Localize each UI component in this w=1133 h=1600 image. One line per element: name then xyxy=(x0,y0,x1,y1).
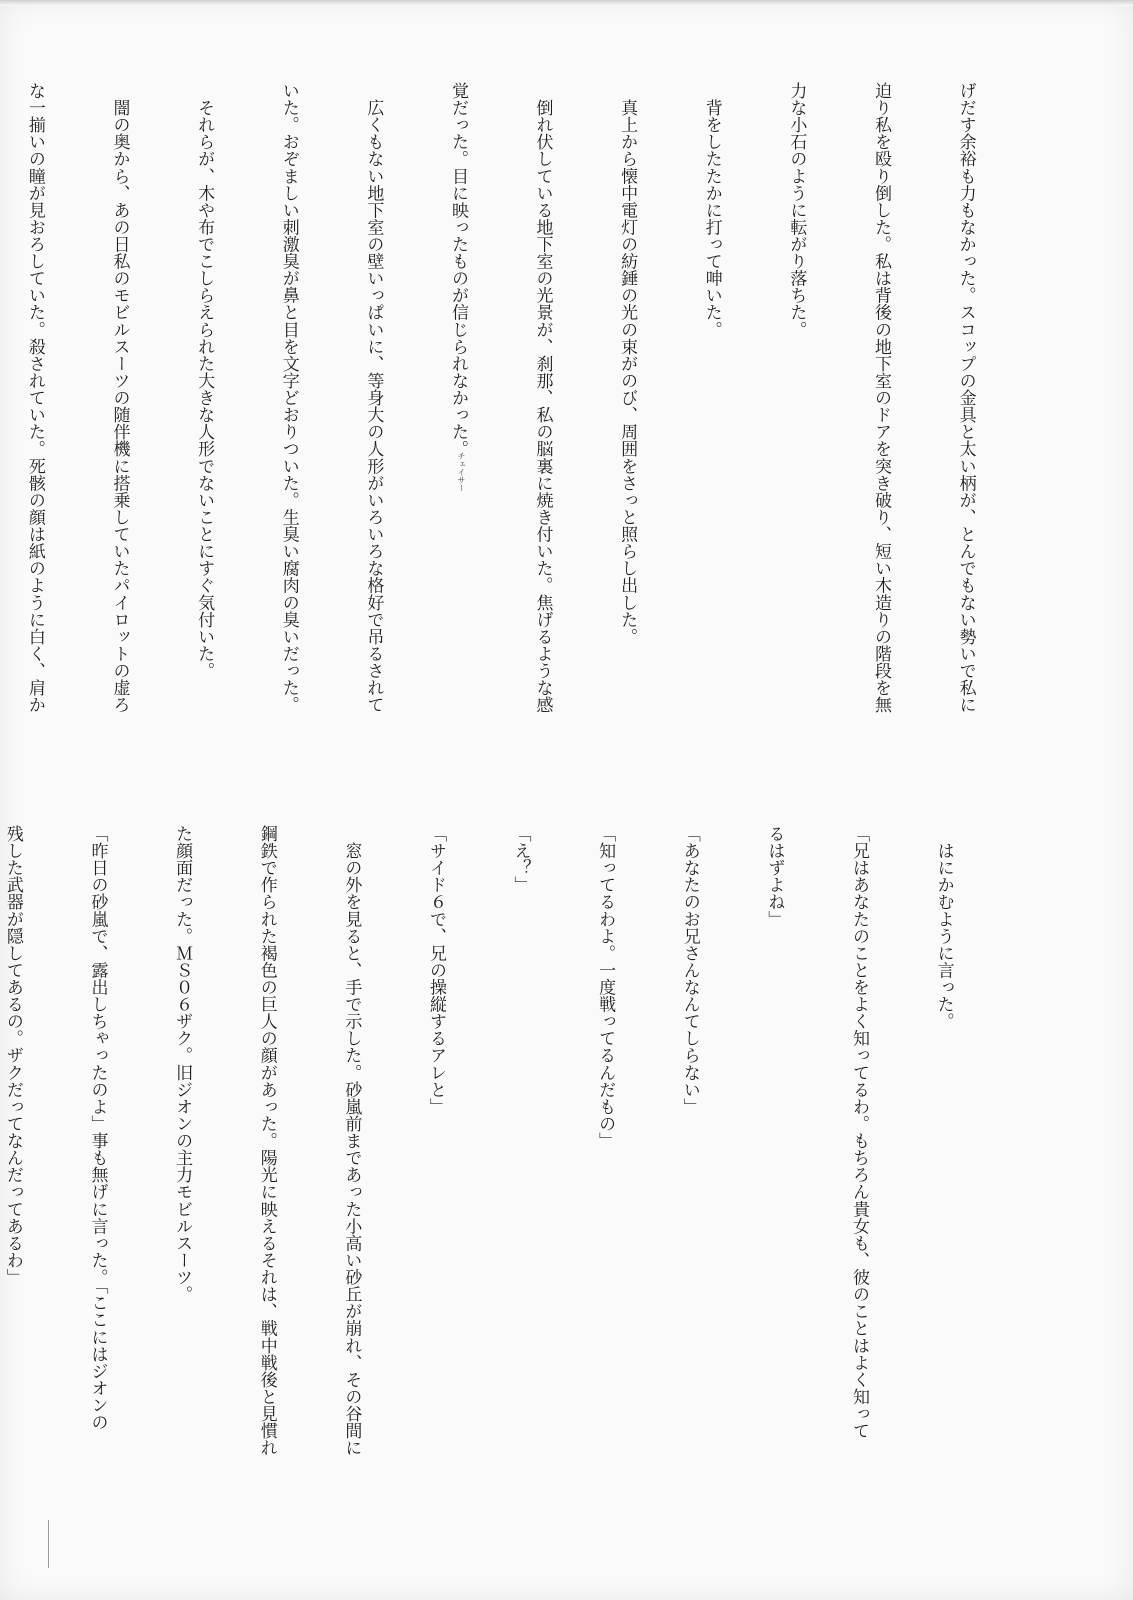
text-line: それらが、木や布でこしらえられた大きな人形でないことにすぐ気付いた。 xyxy=(194,82,215,680)
text-line: いた。おぞましい刺激臭が鼻と目を文字どおりついた。生臭い腐肉の臭いだった。 xyxy=(278,82,299,714)
text-line: はにかむように言った。 xyxy=(933,825,954,1030)
text-line: 広くもない地下室の壁いっぱいに、等身大の人形がいろいろな格好で吊るされて xyxy=(363,82,384,714)
text-line: 「知ってるわよ。一度戦ってるんだもの」 xyxy=(595,825,616,1150)
scan-mark xyxy=(48,1520,49,1568)
text-line: 「昨日の砂嵐で、露出しちゃったのよ」事も無げに言った。「ここにはジオンの xyxy=(87,825,108,1431)
ruby-annotation: チェイサー xyxy=(457,452,466,492)
text-line: 倒れ伏している地下室の光景が、刹那、私の脳裏に焼き付いた。焦げるような感 xyxy=(532,82,553,714)
text-line: た顔面だった。ＭＳ０６ザク。旧ジオンの主力モビルスーツ。 xyxy=(172,825,193,1303)
text-line: 「兄はあなたのことをよく知ってるわ。もちろん貴女も、彼のことはよく知って xyxy=(848,825,869,1440)
text-line: 真上から懐中電灯の紡錘の光の束がのび、周囲をさっと照らし出した。 xyxy=(617,82,638,645)
text-line: るはずよね」 xyxy=(764,825,785,928)
lower-text-block xyxy=(2,825,1014,1515)
text-line: 覚だった。目に映ったものが信じられなかった。 xyxy=(447,82,468,458)
text-line: 窓の外を見ると、手で示した。砂嵐前まであった小高い砂丘が崩れ、その谷間に xyxy=(341,825,362,1457)
text-line: 「え？」 xyxy=(510,825,531,894)
text-line: 残した武器が隠してあるの。ザクだってなんだってあるわ」 xyxy=(2,825,23,1286)
text-line: 「サイド６で、兄の操縦するアレと」 xyxy=(425,825,446,1116)
text-line: 鋼鉄で作られた褐色の巨人の顔があった。陽光に映えるそれは、戦中戦後と見慣れ xyxy=(256,825,277,1457)
text-line: 背をしたたかに打って呻いた。 xyxy=(701,82,722,338)
text-line: 「あなたのお兄さんなんてしらない」 xyxy=(679,825,700,1116)
text-line: 迫り私を殴り倒した。私は背後の地下室のドアを突き破り、短い木造りの階段を無 xyxy=(870,82,891,714)
scan-edge xyxy=(0,0,1133,6)
text-line: な一揃いの瞳が見おろしていた。殺されていた。死骸の顔は紙のように白く、肩か xyxy=(24,82,45,714)
text-line: げだす余裕も力もなかった。スコップの金具と太い柄が、とんでもない勢いで私に xyxy=(955,82,976,714)
upper-text-block xyxy=(24,82,1036,782)
text-line: 力な小石のように転がり落ちた。 xyxy=(786,82,807,338)
text-line: 闇の奥から、あの日私のモビルスーツの随伴機に搭乗していたパイロットの虚ろ xyxy=(109,82,130,714)
